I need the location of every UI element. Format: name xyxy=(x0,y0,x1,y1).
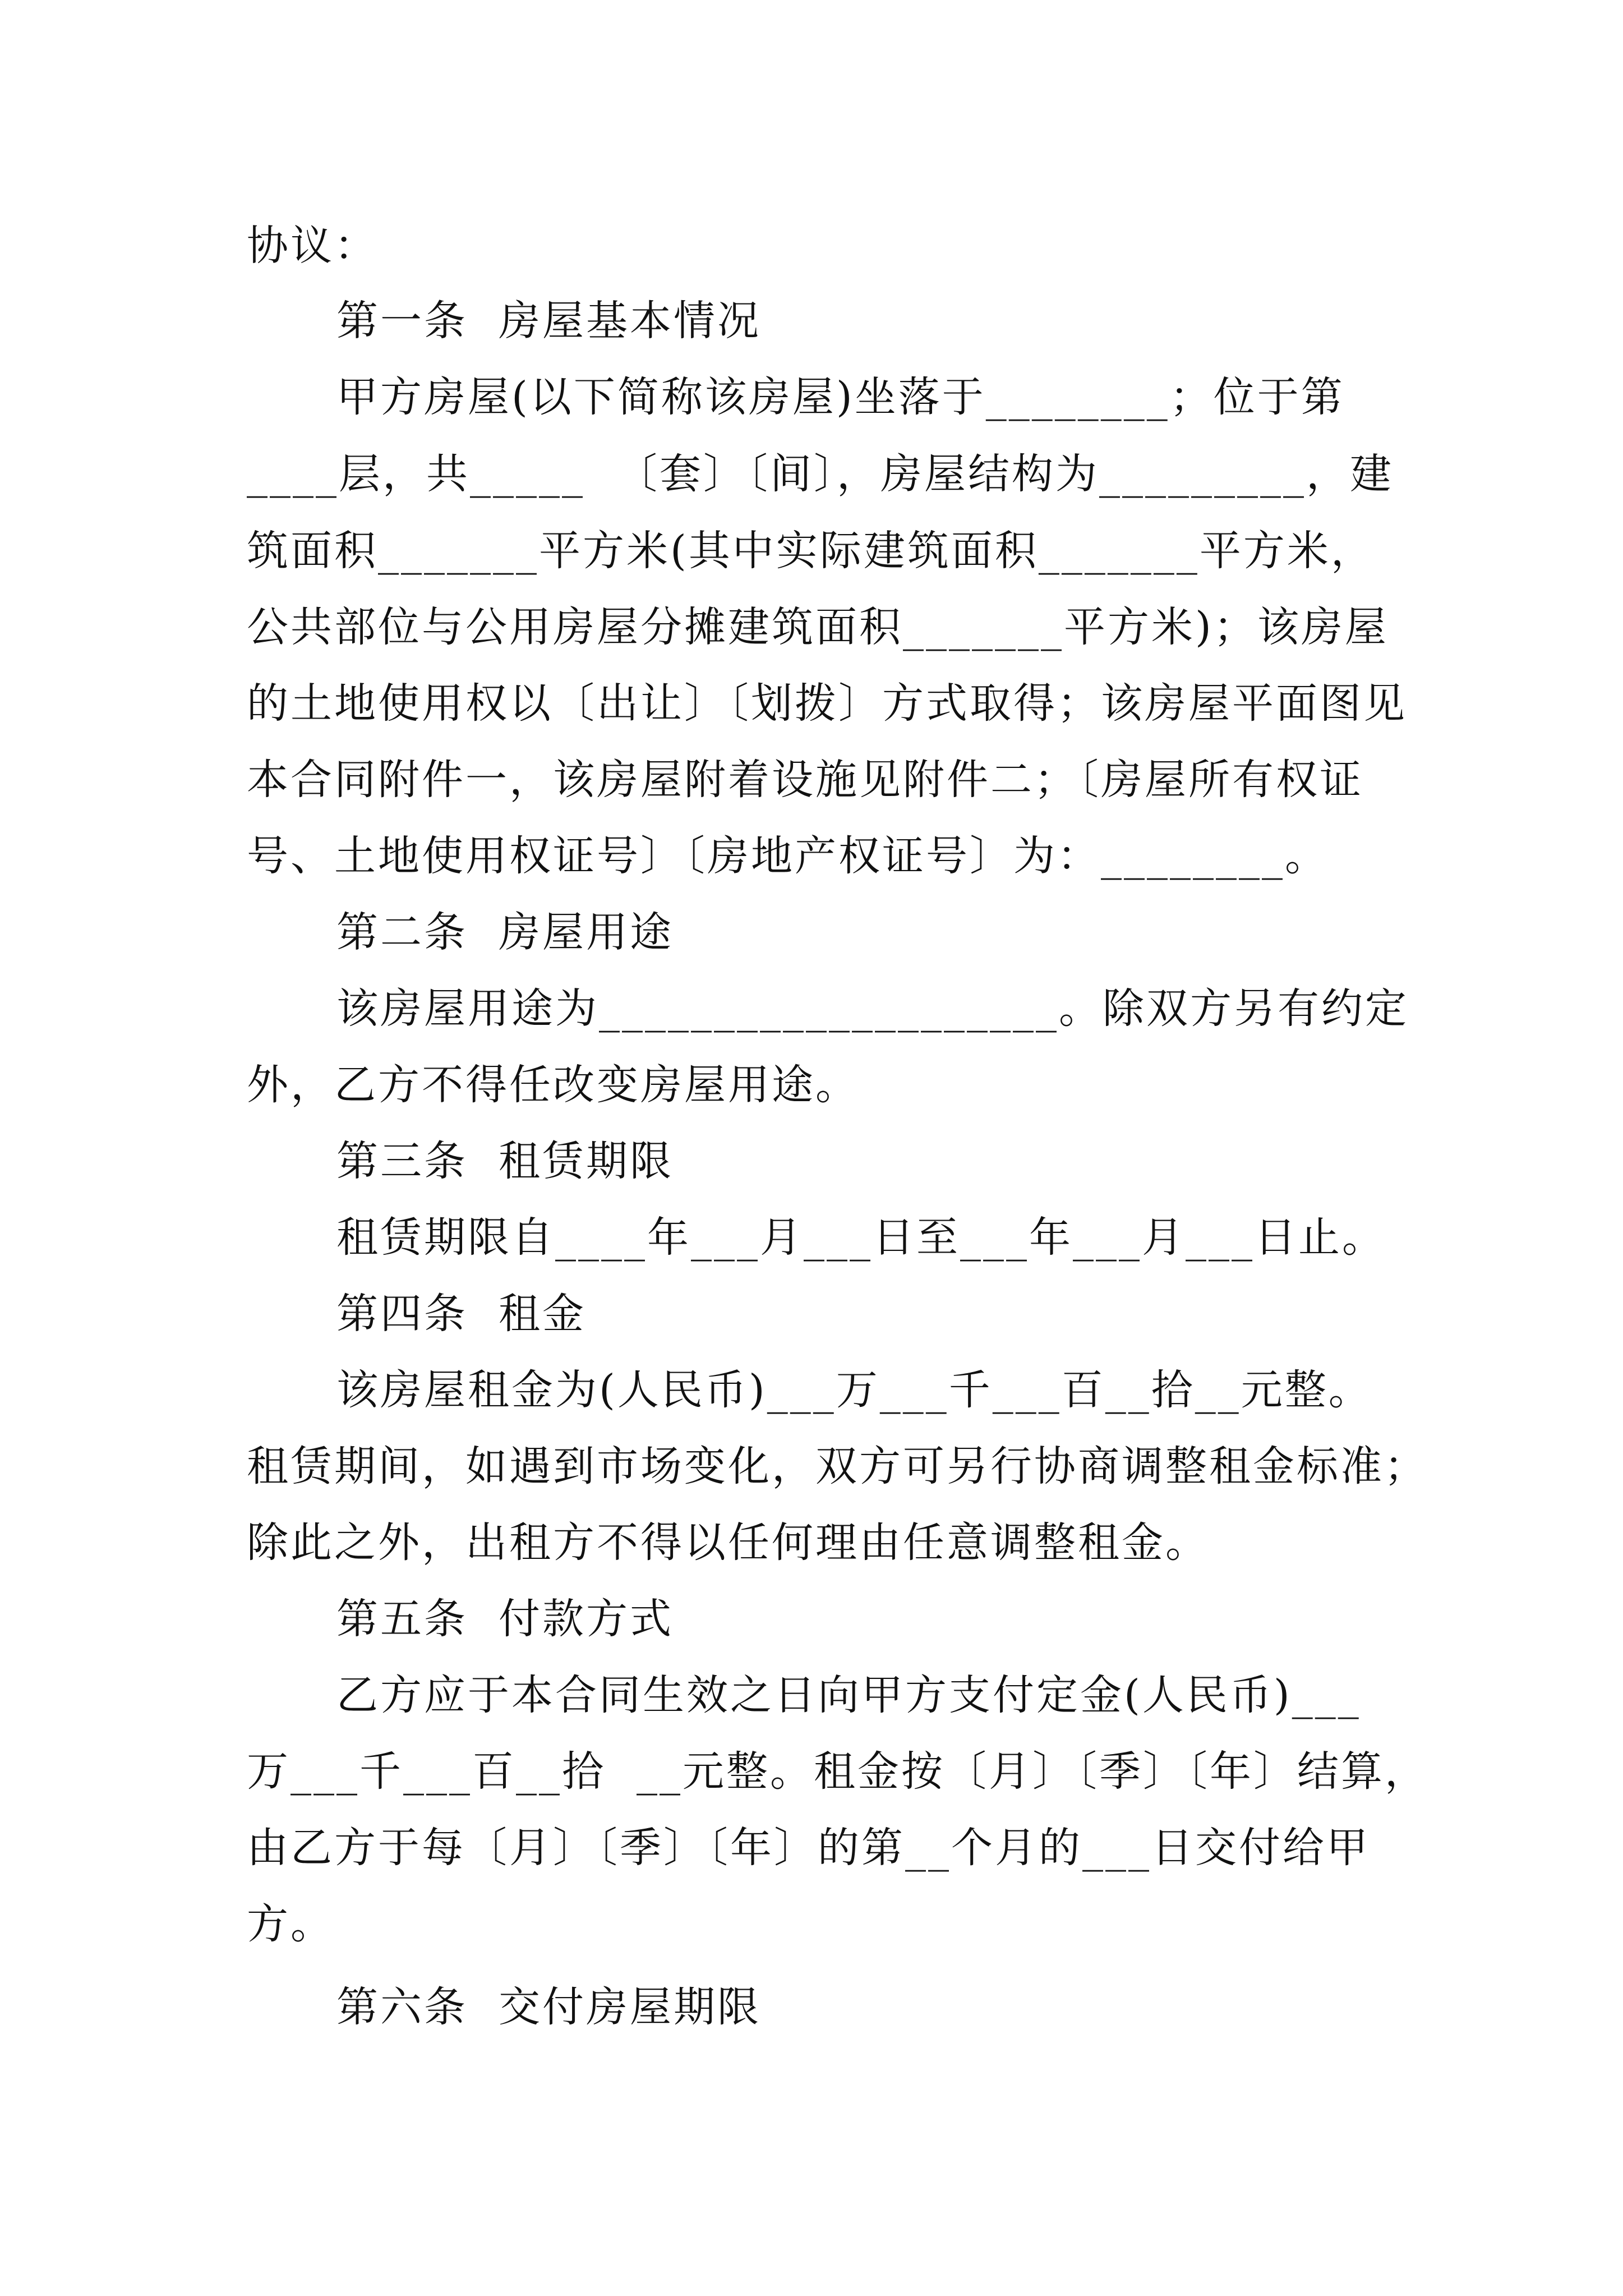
text-line: 租赁期间，如遇到市场变化，双方可另行协商调整租金标准； xyxy=(247,1442,1428,1490)
text-line: 租赁期限自____年___月___日至___年___月___日止。 xyxy=(336,1213,1386,1262)
text-line: 的土地使用权以〔出让〕〔划拨〕方式取得；该房屋平面图见 xyxy=(247,679,1407,728)
article-heading: 第二条 房屋用途 xyxy=(336,908,674,956)
article-heading: 第四条 租金 xyxy=(336,1290,587,1338)
text-line: 筑面积_______平方米(其中实际建筑面积_______平方米， xyxy=(247,527,1375,575)
text-line: 甲方房屋(以下简称该房屋)坐落于________；位于第 xyxy=(336,373,1345,421)
article-heading: 第一条 房屋基本情况 xyxy=(336,297,762,345)
text-line: 除此之外，出租方不得以任何理由任意调整租金。 xyxy=(247,1519,1209,1567)
text-line: 号、土地使用权证号〕〔房地产权证号〕为：________。 xyxy=(247,832,1329,880)
text-line: 协议： xyxy=(247,222,378,270)
text-line: 本合同附件一，该房屋附着设施见附件二；〔房屋所有权证 xyxy=(247,756,1363,804)
text-line: 公共部位与公用房屋分摊建筑面积_______平方米)；该房屋 xyxy=(247,603,1389,651)
article-heading: 第五条 付款方式 xyxy=(336,1595,674,1643)
text-line: ____层，共_____ 〔套〕〔间〕，房屋结构为_________，建 xyxy=(247,450,1394,498)
text-line: 由乙方于每〔月〕〔季〕〔年〕的第__个月的___日交付给甲 xyxy=(247,1824,1370,1872)
article-heading: 第六条 交付房屋期限 xyxy=(336,1983,762,2031)
text-line: 方。 xyxy=(247,1900,334,1948)
text-line: 该房屋租金为(人民币)___万___千___百__拾__元整。 xyxy=(336,1366,1372,1414)
text-line: 万___千___百__拾 __元整。租金按〔月〕〔季〕〔年〕结算， xyxy=(247,1747,1429,1796)
text-line: 外，乙方不得任改变房屋用途。 xyxy=(247,1061,859,1109)
text-line: 乙方应于本合同生效之日向甲方支付定金(人民币)___ xyxy=(336,1671,1361,1719)
article-heading: 第三条 租赁期限 xyxy=(336,1137,674,1185)
text-line: 该房屋用途为____________________。除双方另有约定 xyxy=(336,984,1409,1033)
